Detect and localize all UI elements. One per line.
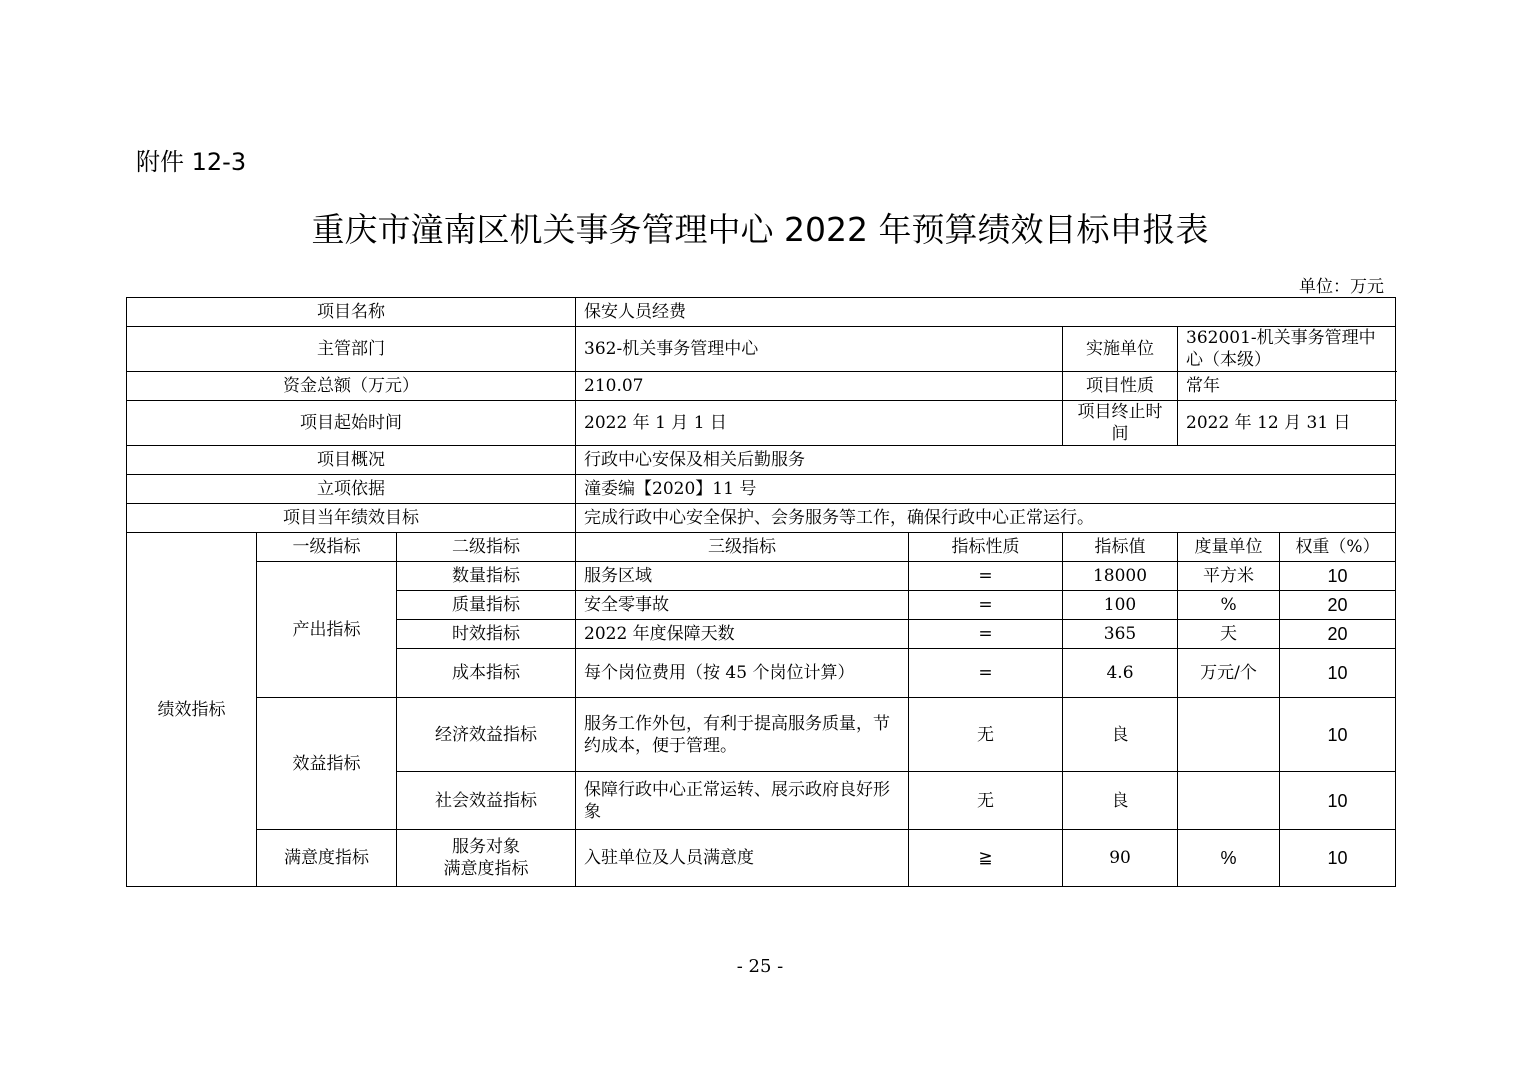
cell-unit: [1178, 772, 1280, 830]
page-number: - 25 -: [736, 956, 784, 977]
row-goal: [127, 504, 1396, 533]
row-fund: [127, 372, 1396, 401]
cell-level3: 2022 年度保障天数: [576, 620, 909, 649]
cell-level3: 服务区域: [576, 562, 909, 591]
cell-unit: 万元/个: [1178, 649, 1280, 698]
dept-label: 主管部门: [127, 327, 576, 372]
cell-level2: 社会效益指标: [397, 772, 576, 830]
cell-value: 4.6: [1063, 649, 1178, 698]
group-satisfaction: 满意度指标: [257, 830, 397, 887]
attachment-label: 附件 12-3: [136, 148, 247, 176]
end-label: 项目终止时间: [1063, 401, 1178, 446]
dept-value: 362-机关事务管理中心: [576, 327, 1063, 372]
cell-weight: 10: [1280, 562, 1396, 591]
cell-weight: 10: [1280, 698, 1396, 772]
cell-nature: =: [909, 649, 1063, 698]
row-project-name: [127, 298, 1396, 327]
cell-value: 365: [1063, 620, 1178, 649]
cell-nature: 无: [909, 698, 1063, 772]
cell-unit: 天: [1178, 620, 1280, 649]
cell-level3: 保障行政中心正常运转、展示政府良好形象: [576, 772, 909, 830]
overview-label: 项目概况: [127, 446, 576, 475]
cell-unit: %: [1178, 830, 1280, 887]
header-unit: 度量单位: [1178, 533, 1280, 562]
cell-weight: 20: [1280, 591, 1396, 620]
header-weight: 权重（%）: [1280, 533, 1396, 562]
end-value: 2022 年 12 月 31 日: [1178, 401, 1396, 446]
unit-note: 单位：万元: [1299, 277, 1384, 297]
nature-value: 常年: [1178, 372, 1396, 401]
table-row: [127, 830, 1396, 887]
cell-weight: 10: [1280, 772, 1396, 830]
goal-value: 完成行政中心安全保护、会务服务等工作，确保行政中心正常运行。: [576, 504, 1396, 533]
row-basis: [127, 475, 1396, 504]
fund-label: 资金总额（万元）: [127, 372, 576, 401]
row-overview: [127, 446, 1396, 475]
row-dates: [127, 401, 1396, 446]
cell-level3: 每个岗位费用（按 45 个岗位计算）: [576, 649, 909, 698]
group-benefit: 效益指标: [257, 698, 397, 830]
cell-unit: [1178, 698, 1280, 772]
impl-label: 实施单位: [1063, 327, 1178, 372]
cell-value: 良: [1063, 698, 1178, 772]
project-name-label: 项目名称: [127, 298, 576, 327]
table-row: [127, 698, 1396, 772]
cell-weight: 10: [1280, 649, 1396, 698]
cell-weight: 20: [1280, 620, 1396, 649]
header-level2: 二级指标: [397, 533, 576, 562]
header-value: 指标值: [1063, 533, 1178, 562]
header-level1: 一级指标: [257, 533, 397, 562]
basis-value: 潼委编【2020】11 号: [576, 475, 1396, 504]
cell-level2: 时效指标: [397, 620, 576, 649]
overview-value: 行政中心安保及相关后勤服务: [576, 446, 1396, 475]
header-level3: 三级指标: [576, 533, 909, 562]
cell-level2-line1: 服务对象: [452, 837, 520, 857]
cell-nature: =: [909, 591, 1063, 620]
basis-label: 立项依据: [127, 475, 576, 504]
cell-level2: 成本指标: [397, 649, 576, 698]
page-title: 重庆市潼南区机关事务管理中心 2022 年预算绩效目标申报表: [311, 210, 1209, 249]
perf-label: 绩效指标: [127, 533, 257, 887]
fund-value: 210.07: [576, 372, 1063, 401]
cell-level2: [397, 830, 576, 887]
cell-level3: 安全零事故: [576, 591, 909, 620]
group-output: 产出指标: [257, 562, 397, 698]
cell-nature: 无: [909, 772, 1063, 830]
cell-level2: 经济效益指标: [397, 698, 576, 772]
nature-label: 项目性质: [1063, 372, 1178, 401]
cell-unit: %: [1178, 591, 1280, 620]
cell-level3: 服务工作外包，有利于提高服务质量，节约成本，便于管理。: [576, 698, 909, 772]
cell-level2-line2: 满意度指标: [443, 859, 529, 879]
start-value: 2022 年 1 月 1 日: [576, 401, 1063, 446]
project-name-value: 保安人员经费: [576, 298, 1396, 327]
cell-weight: 10: [1280, 830, 1396, 887]
cell-value: 18000: [1063, 562, 1178, 591]
cell-nature: ≧: [909, 830, 1063, 887]
cell-unit: 平方米: [1178, 562, 1280, 591]
table-row: [127, 562, 1396, 591]
cell-level2: 数量指标: [397, 562, 576, 591]
cell-value: 良: [1063, 772, 1178, 830]
impl-value: 362001-机关事务管理中心（本级）: [1178, 327, 1396, 372]
goal-label: 项目当年绩效目标: [127, 504, 576, 533]
header-nature: 指标性质: [909, 533, 1063, 562]
cell-value: 100: [1063, 591, 1178, 620]
cell-value: 90: [1063, 830, 1178, 887]
cell-nature: =: [909, 620, 1063, 649]
cell-nature: =: [909, 562, 1063, 591]
budget-performance-table: [126, 297, 1396, 887]
perf-header-row: [127, 533, 1396, 562]
cell-level2: 质量指标: [397, 591, 576, 620]
row-department: [127, 327, 1396, 372]
start-label: 项目起始时间: [127, 401, 576, 446]
cell-level3: 入驻单位及人员满意度: [576, 830, 909, 887]
